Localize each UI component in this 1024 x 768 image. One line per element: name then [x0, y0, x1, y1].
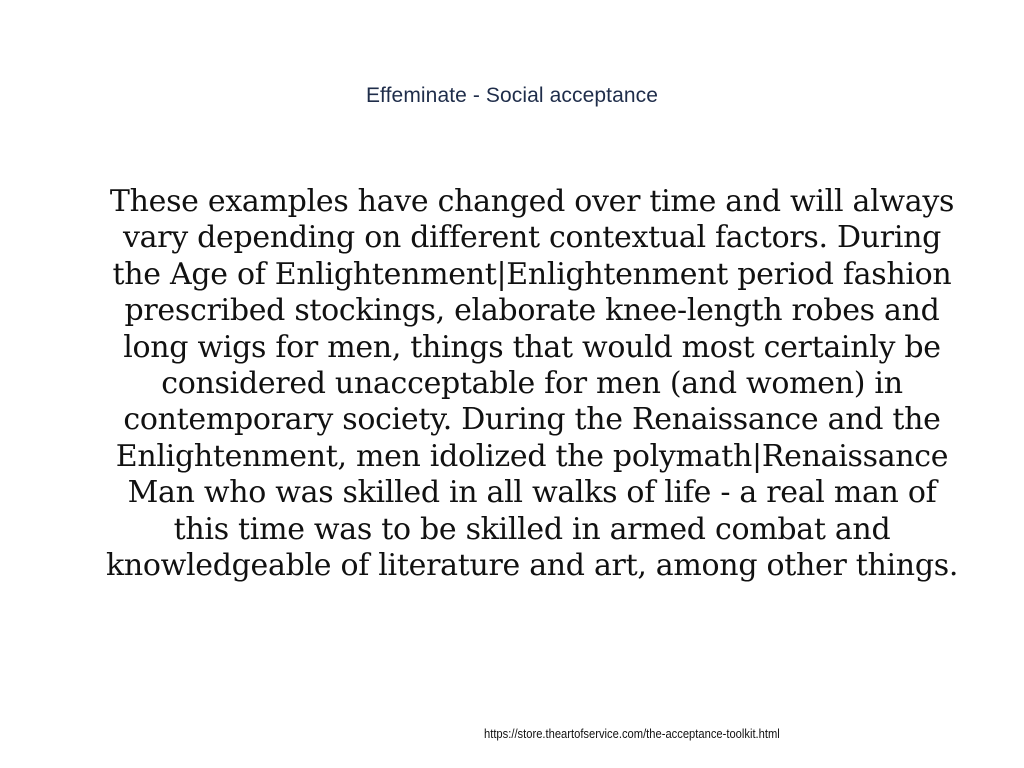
source-url: https://store.theartofservice.com/the-acceptance-toolkit.html	[484, 726, 780, 741]
slide-body-text: These examples have changed over time and will always vary depending on different contextual factors. During the Age of Enlightenment|Enlightenment period fashion prescribed stockings, elaborate knee-length robes and long wigs for men, things that would most certainly be considered unacceptable for men (and women) in contemporary society. During the Renaissance and the Enlightenment, men idolized the polymath|Renaissance Man who was skilled in all walks of life - a real man of this time was to be skilled in armed combat and knowledgeable of literature and art, among other things.	[105, 184, 959, 584]
slide-title: Effeminate - Social acceptance	[365, 84, 659, 107]
